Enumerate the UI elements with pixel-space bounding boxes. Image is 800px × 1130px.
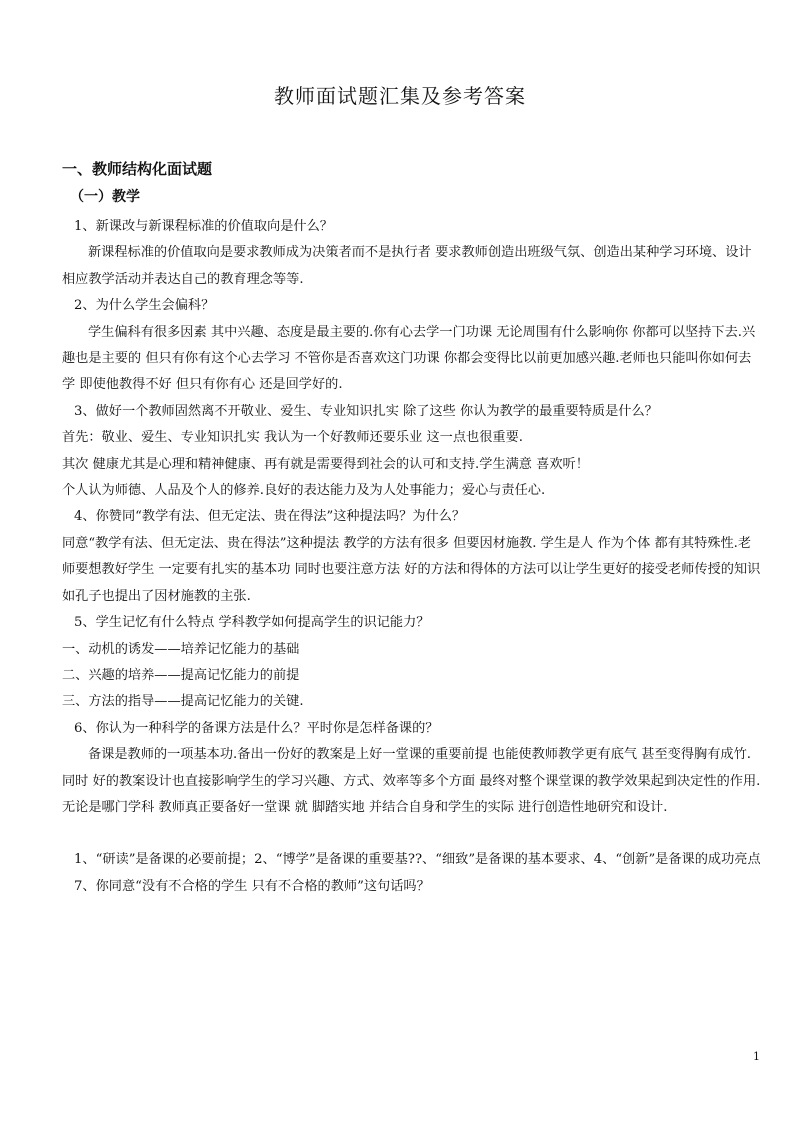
answer-paragraph: 学生偏科有很多因素 其中兴趣、态度是最主要的.你有心去学一门功课 无论周围有什么影响你 你都可以坚持下去.兴趣也是主要的 但只有你有这个心去学习 不管你是否喜欢这门功课 你都会变得比以前更加感兴趣.老师也只能叫你如何去学 即使他教得不好 但只有你有心 还是回学好的. bbox=[62, 324, 756, 393]
document-title: 教师面试题汇集及参考答案 bbox=[274, 84, 526, 108]
question-paragraph: 1、新课改与新课程标准的价值取向是什么？ bbox=[74, 219, 333, 234]
question-paragraph: 6、你认为一种科学的备课方法是什么？平时你是怎样备课的？ bbox=[74, 720, 439, 736]
answer-paragraph: 一、动机的诱发——培养记忆能力的基础 bbox=[62, 641, 300, 657]
page-number: 1 bbox=[753, 1050, 760, 1063]
answer-paragraph: 新课程标准的价值取向是要求教师成为决策者而不是执行者 要求教师创造出班级气氛、创造出某种学习环境、设计相应教学活动并表达自己的教育理念等等. bbox=[62, 245, 752, 287]
question-paragraph: 2、为什么学生会偏科？ bbox=[74, 298, 215, 314]
answer-paragraph: 首先：敬业、爱生、专业知识扎实 我认为一个好教师还要乐业 这一点也很重要. bbox=[62, 430, 523, 446]
blank-line bbox=[62, 821, 762, 847]
section-heading: 一、教师结构化面试题 bbox=[62, 160, 213, 178]
question-paragraph: 3、做好一个教师固然离不开敬业、爱生、专业知识扎实 除了这些 你认为教学的最重要特质是什么？ bbox=[74, 403, 658, 419]
answer-paragraph: 备课是教师的一项基本功.备出一份好的教案是上好一堂课的重要前提 也能使教师教学更有底气 甚至变得胸有成竹.同时 好的教案设计也直接影响学生的学习兴趣、方式、效率等多个方面 最终对整个课堂课的教学效果起到决定性的作用.无论是哪门学科 教师真正要备好一堂课 就 脚踏实地 并结合自身和学生的实际 进行创造性地研究和设计. bbox=[62, 747, 761, 815]
answer-paragraph: 同意“教学有法、但无定法、贵在得法”这种提法 教学的方法有很多 但要因材施教. 学生是人 作为个体 都有其特殊性.老师要想教好学生 一定要有扎实的基本功 同时也要注意方法 好的方法和得体的方法可以让学生更好的接受老师传授的知识 如孔子也提出了因材施教的主张. bbox=[62, 535, 761, 604]
question-paragraph: 4、你赞同“教学有法、但无定法、贵在得法”这种提法吗？为什么？ bbox=[74, 509, 466, 525]
subsection-heading: （一）教学 bbox=[70, 189, 140, 205]
answer-paragraph: 其次 健康尤其是心理和精神健康、再有就是需要得到社会的认可和支持.学生满意 喜欢听！ bbox=[62, 456, 589, 472]
document-body bbox=[62, 214, 762, 900]
answer-paragraph: 二、兴趣的培养——提高记忆能力的前提 bbox=[62, 667, 300, 683]
answer-paragraph: 个人认为师德、人品及个人的修养.良好的表达能力及为人处事能力；爱心与责任心. bbox=[62, 483, 546, 499]
question-paragraph: 7、你同意“没有不合格的学生 只有不合格的教师”这句话吗？ bbox=[74, 878, 430, 894]
answer-paragraph: 三、方法的指导——提高记忆能力的关键. bbox=[62, 694, 304, 710]
question-paragraph: 5、学生记忆有什么特点 学科教学如何提高学生的识记能力？ bbox=[74, 615, 430, 631]
question-paragraph: 1、“研读”是备课的必要前提；2、“博学”是备课的重要基??、“细致”是备课的基本要求、4、“创新”是备课的成功亮点 bbox=[74, 852, 761, 868]
